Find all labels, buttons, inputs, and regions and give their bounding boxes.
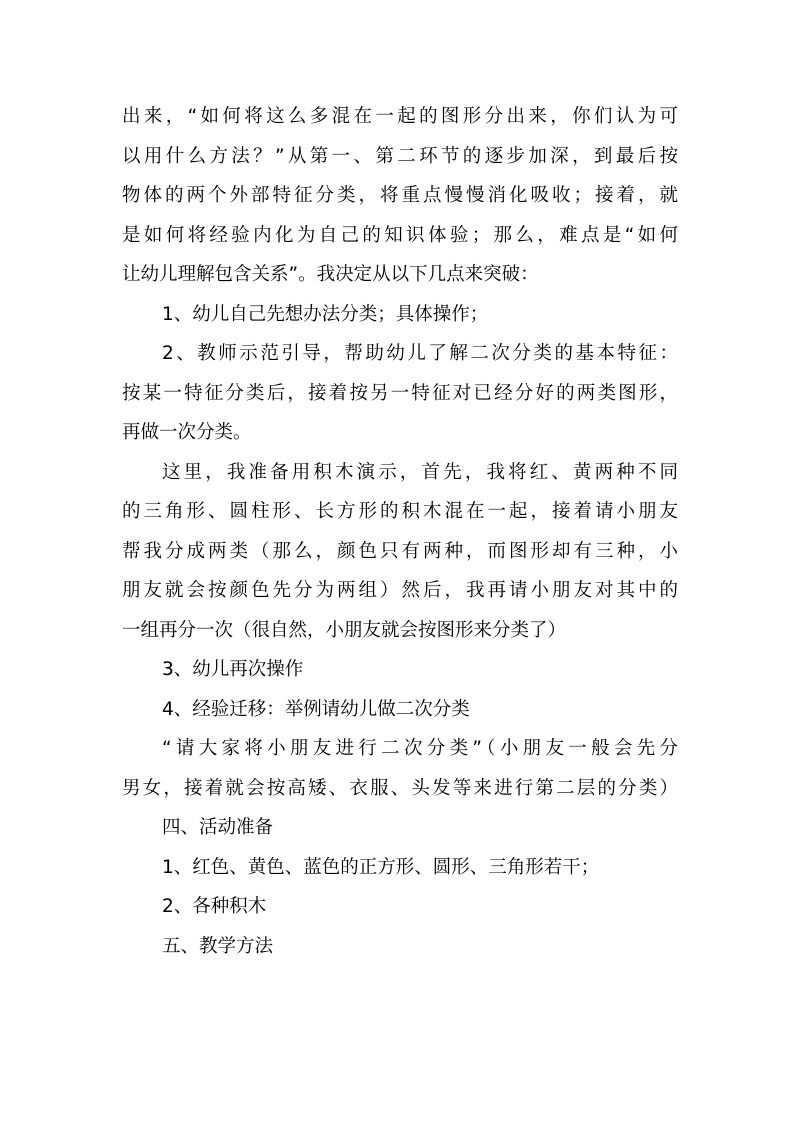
- text-line: 朋友就会按颜色先分为两组）然后，我再请小朋友对其中的: [122, 580, 678, 601]
- list-item: 4、经验迁移：举例请幼儿做二次分类: [162, 698, 470, 720]
- list-item: 2、教师示范引导，帮助幼儿了解二次分类的基本特征：: [162, 343, 678, 364]
- text-line: 是如何将经验内化为自己的知识体验；那么，难点是“如何: [122, 224, 678, 246]
- text-line: 帮我分成两类（那么，颜色只有两种，而图形却有三种，小: [122, 540, 678, 562]
- document-body: [122, 97, 678, 966]
- text-line: 按某一特征分类后，接着按另一特征对已经分好的两类图形，: [122, 382, 678, 404]
- paragraph-start: “请大家将小朋友进行二次分类”（小朋友一般会先分: [162, 738, 678, 759]
- section-heading: 四、活动准备: [162, 817, 274, 838]
- section-heading: 五、教学方法: [162, 935, 274, 957]
- text-line: 男女，接着就会按高矮、衣服、头发等来进行第二层的分类）: [122, 777, 678, 799]
- text-line: 以用什么方法？”从第一、第二环节的逐步加深，到最后按: [122, 145, 678, 167]
- list-item: 1、红色、黄色、蓝色的正方形、圆形、三角形若干；: [162, 856, 600, 878]
- list-item: 3、幼儿再次操作: [162, 659, 304, 680]
- list-item: 2、各种积木: [162, 896, 267, 917]
- text-line: 出来，“如何将这么多混在一起的图形分出来，你们认为可: [122, 106, 678, 127]
- text-line: 一组再分一次（很自然，小朋友就会按图形来分类了）: [122, 619, 567, 641]
- text-line: 再做一次分类。: [122, 422, 252, 443]
- text-line: 的三角形、圆柱形、长方形的积木混在一起，接着请小朋友: [122, 501, 678, 522]
- list-item: 1、幼儿自己先想办法分类；具体操作；: [162, 303, 489, 325]
- text-line: 让幼儿理解包含关系”。我决定从以下几点来突破：: [122, 264, 539, 285]
- paragraph-start: 这里，我准备用积木演示，首先，我将红、黄两种不同: [162, 461, 678, 483]
- text-line: 物体的两个外部特征分类，将重点慢慢消化吸收；接着，就: [122, 185, 678, 206]
